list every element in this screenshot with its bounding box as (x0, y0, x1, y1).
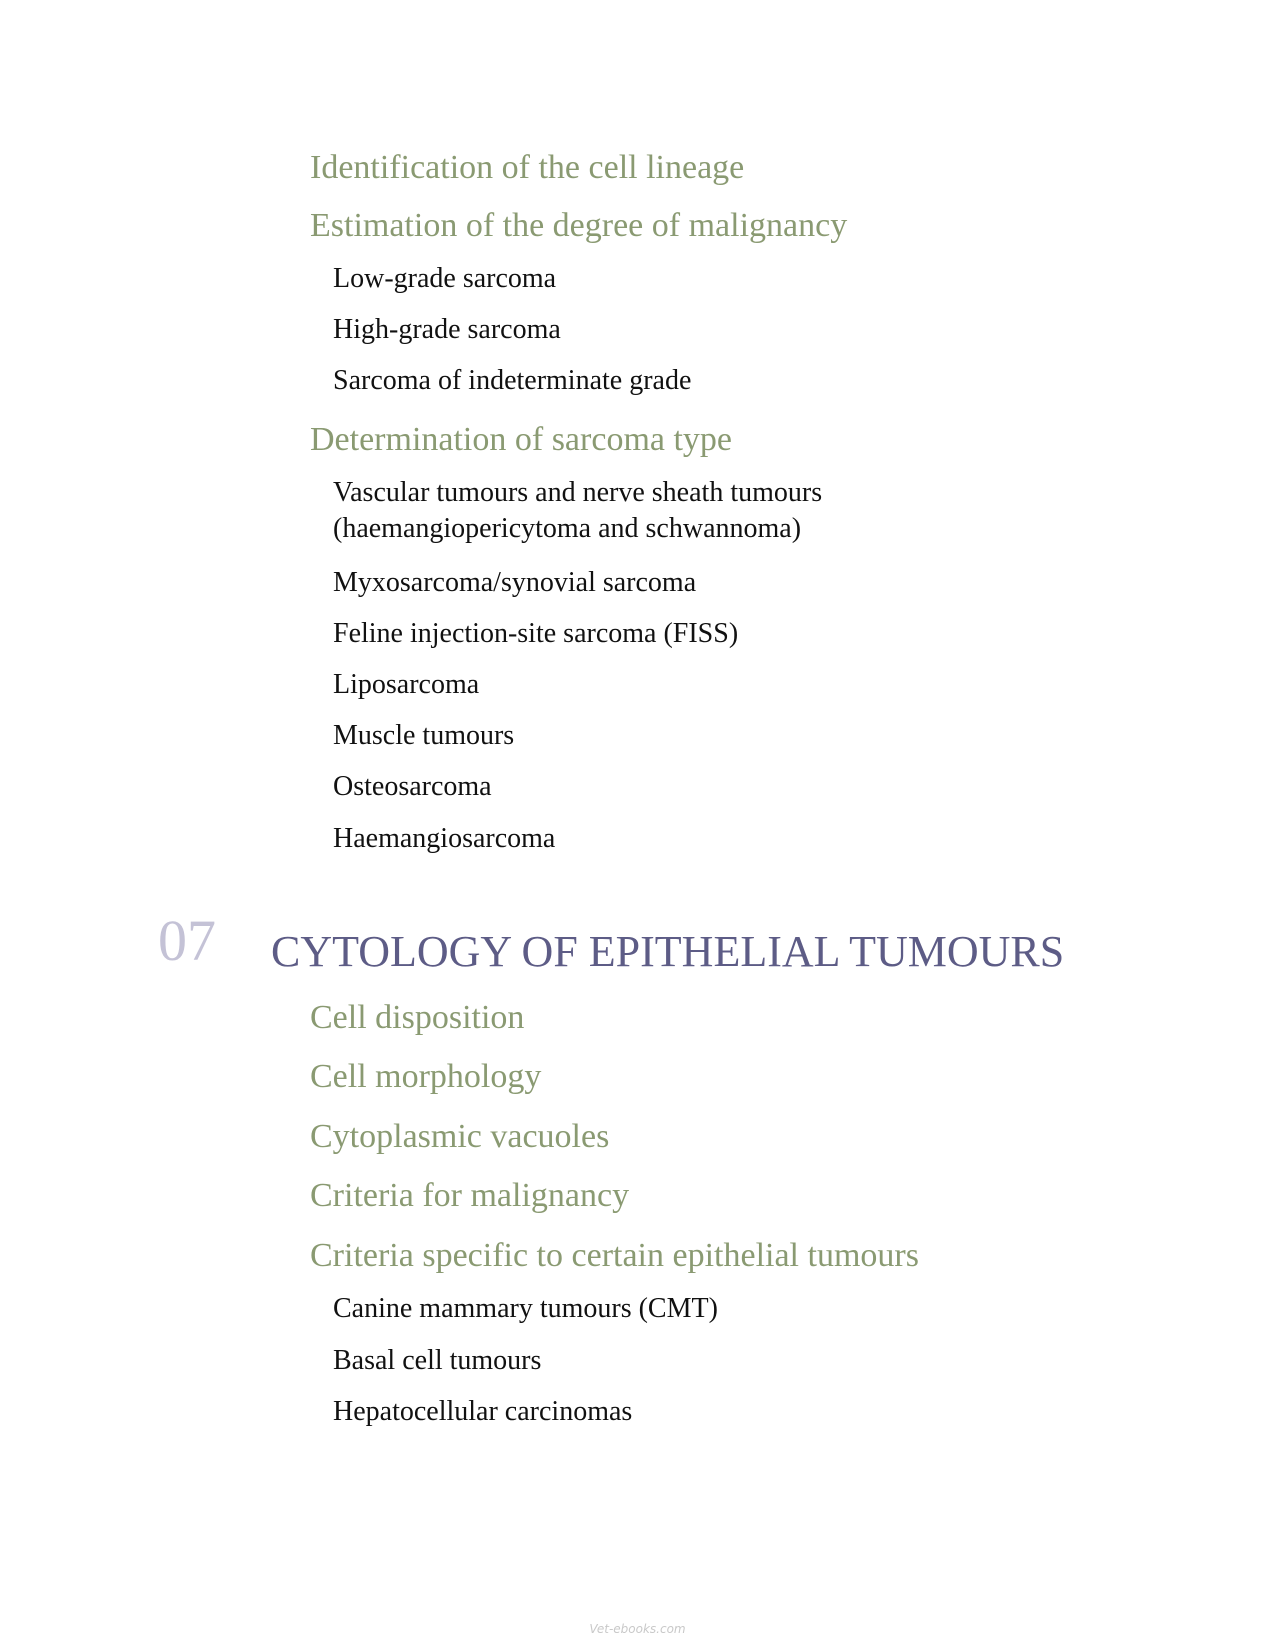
toc-sub-fiss: Feline injection-site sarcoma (FISS) (333, 618, 739, 649)
toc-section-sarcoma-type: Determination of sarcoma type (310, 421, 733, 458)
toc-section-degree-of-malignancy: Estimation of the degree of malignancy (310, 207, 848, 244)
toc-section-criteria-malignancy: Criteria for malignancy (310, 1177, 630, 1214)
toc-sub-indeterminate-grade: Sarcoma of indeterminate grade (333, 365, 692, 396)
chapter-number: 07 (158, 908, 216, 973)
toc-sub-hepatocellular: Hepatocellular carcinomas (333, 1396, 633, 1427)
toc-sub-basal-cell: Basal cell tumours (333, 1345, 542, 1376)
toc-section-cytoplasmic-vacuoles: Cytoplasmic vacuoles (310, 1118, 610, 1155)
toc-sub-muscle-tumours: Muscle tumours (333, 720, 515, 751)
toc-sub-osteosarcoma: Osteosarcoma (333, 771, 492, 802)
toc-sub-low-grade-sarcoma: Low-grade sarcoma (333, 263, 557, 294)
toc-sub-canine-mammary: Canine mammary tumours (CMT) (333, 1293, 718, 1324)
toc-section-identification-cell-lineage: Identification of the cell lineage (310, 149, 745, 186)
toc-section-criteria-specific: Criteria specific to certain epithelial tumours (310, 1237, 919, 1274)
toc-sub-high-grade-sarcoma: High-grade sarcoma (333, 314, 561, 345)
toc-section-cell-disposition: Cell disposition (310, 999, 525, 1036)
toc-sub-haemangiosarcoma: Haemangiosarcoma (333, 823, 556, 854)
watermark: Vet-ebooks.com (589, 1622, 686, 1636)
toc-section-cell-morphology: Cell morphology (310, 1058, 542, 1095)
toc-sub-vascular-nerve-sheath: Vascular tumours and nerve sheath tumours (haemangiopericytoma and schwannoma) (333, 477, 823, 544)
toc-sub-liposarcoma: Liposarcoma (333, 669, 480, 700)
toc-sub-myxosarcoma: Myxosarcoma/synovial sarcoma (333, 567, 697, 598)
chapter-title: CYTOLOGY OF EPITHELIAL TUMOURS (271, 927, 1065, 976)
